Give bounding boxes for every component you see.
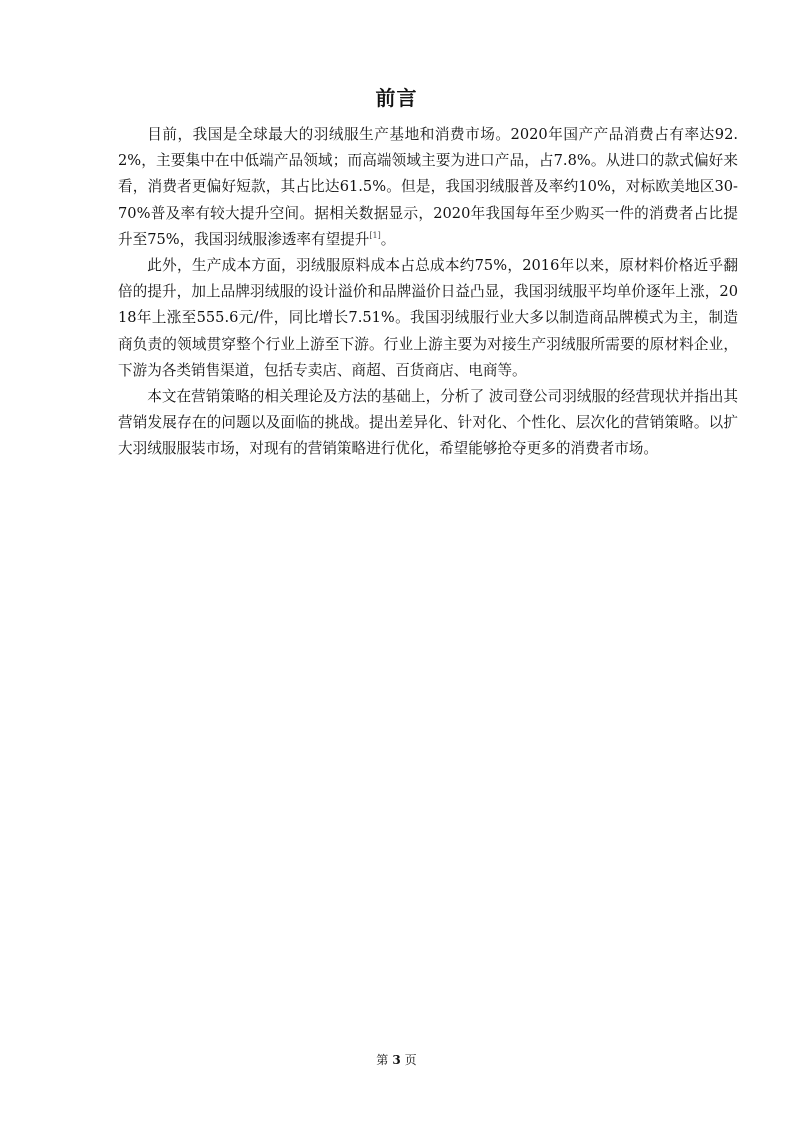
paragraph-3: 本文在营销策略的相关理论及方法的基础上，分析了 波司登公司羽绒服的经营现状并指出其营销发展存在的问题以及面临的挑战。提出差异化、针对化、个性化、层次化的营销策略。以扩大羽绒服服装市场，对现有的营销策略进行优化，希望能够抢夺更多的消费者市场。 — [118, 388, 738, 458]
paragraph-2: 此外，生产成本方面，羽绒服原料成本占总成本约75%，2016年以来，原材料价格近乎翻倍的提升，加上品牌羽绒服的设计溢价和品牌溢价日益凸显，我国羽绒服平均单价逐年上涨，2018年上涨至555.6元/件，同比增长7.51%。我国羽绒服行业大多以制造商品牌模式为主，制造商负责的领域贯穿整个行业上游至下游。行业上游主要为对接生产羽绒服所需要的原材料企业，下游为各类销售渠道，包括专卖店、商超、百货商店、电商等。 — [118, 257, 738, 379]
citation-marker[interactable]: [1] — [369, 230, 381, 240]
footer-prefix: 第 — [376, 1053, 389, 1067]
footer-suffix: 页 — [404, 1053, 417, 1067]
page-number: 3 — [392, 1053, 401, 1067]
page-footer — [0, 1052, 793, 1068]
paragraph-1-text: 目前，我国是全球最大的羽绒服生产基地和消费市场。2020年国产产品消费占有率达92.2%，主要集中在中低端产品领域；而高端领域主要为进口产品，占7.8%。从进口的款式偏好来看，消费者更偏好短款，其占比达61.5%。但是，我国羽绒服普及率约10%，对标欧美地区30-70%普及率有较大提升空间。据相关数据显示，2020年我国每年至少购买一件的消费者占比提升至75%，我国羽绒服渗透率有望提升 — [118, 126, 738, 248]
page-title: 前言 — [375, 86, 418, 110]
paragraph-1 — [118, 122, 738, 253]
paragraph-1-tail: 。 — [380, 230, 396, 248]
body-text — [118, 122, 738, 463]
